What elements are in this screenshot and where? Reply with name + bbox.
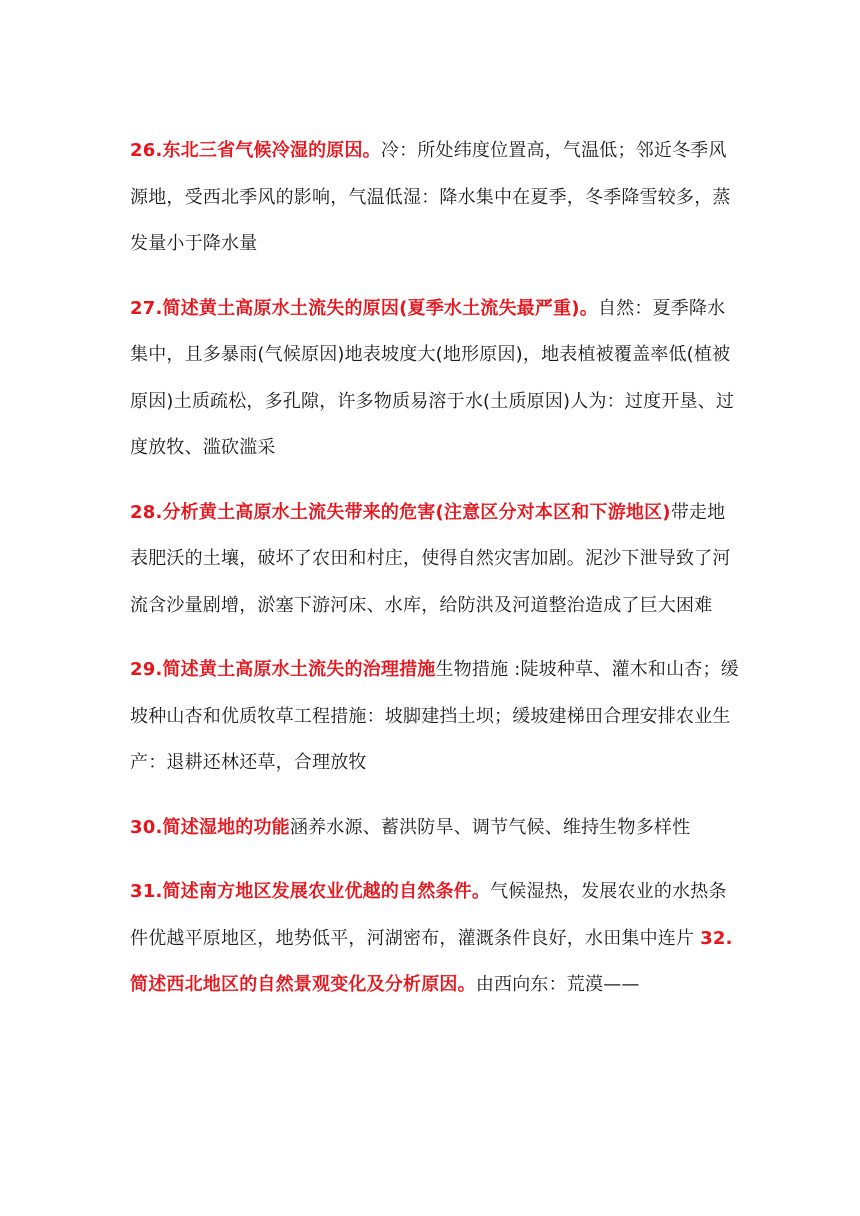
document-page [130,128,740,1009]
question-28: 28.分析黄土高原水土流失带来的危害(注意区分对本区和下游地区) [130,501,671,523]
question-30: 30.简述湿地的功能 [130,816,290,838]
paragraph-30 [130,805,740,852]
answer-30: 涵养水源、蓄洪防旱、调节气候、维持生物多样性 [289,816,691,838]
question-26: 26.东北三省气候冷湿的原因。 [130,140,381,161]
question-31: 31.简述南方地区发展农业优越的自然条件。 [130,881,491,902]
question-27: 27.简述黄土高原水土流失的原因(夏季水土流失最严重)。 [130,297,598,319]
answer-28: 带走地表肥沃的土壤，破坏了农田和村庄，使得自然灾害加剧。泥沙下泄导致了河流含沙量剧增，淤塞下游河床、水库，给防洪及河道整治造成了巨大困难 [130,501,731,616]
question-32: 32.简述西北地区的自然景观变化及分析原因。 [130,927,733,995]
answer-29: 生物措施 :陡坡种草、灌木和山杏；缓坡种山杏和优质牧草工程措施：坡脚建挡土坝；缓坡建梯田合理安排农业生产：退耕还林还草，合理放牧 [130,659,739,773]
answer-31: 气候湿热，发展农业的水热条件优越平原地区，地势低平，河湖密布，灌溉条件良好，水田集中连片 [130,881,727,949]
paragraph-28 [130,490,740,630]
paragraph-27 [130,286,740,472]
answer-32: 由西向东：荒漠—— [475,974,640,995]
paragraph-26 [130,128,740,268]
answer-27: 自然：夏季降水集中，且多暴雨(气候原因)地表坡度大(地形原因)，地表植被覆盖率低(植被原因)土质疏松，多孔隙，许多物质易溶于水(土质原因)人为：过度开垦、过度放牧、滥砍滥采 [130,297,735,458]
answer-26: 冷：所处纬度位置高，气温低；邻近冬季风源地，受西北季风的影响，气温低湿：降水集中在夏季，冬季降雪较多，蒸发量小于降水量 [130,140,731,254]
paragraph-29 [130,647,740,787]
paragraph-31-32 [130,869,740,1009]
question-29: 29.简述黄土高原水土流失的治理措施 [130,659,436,680]
